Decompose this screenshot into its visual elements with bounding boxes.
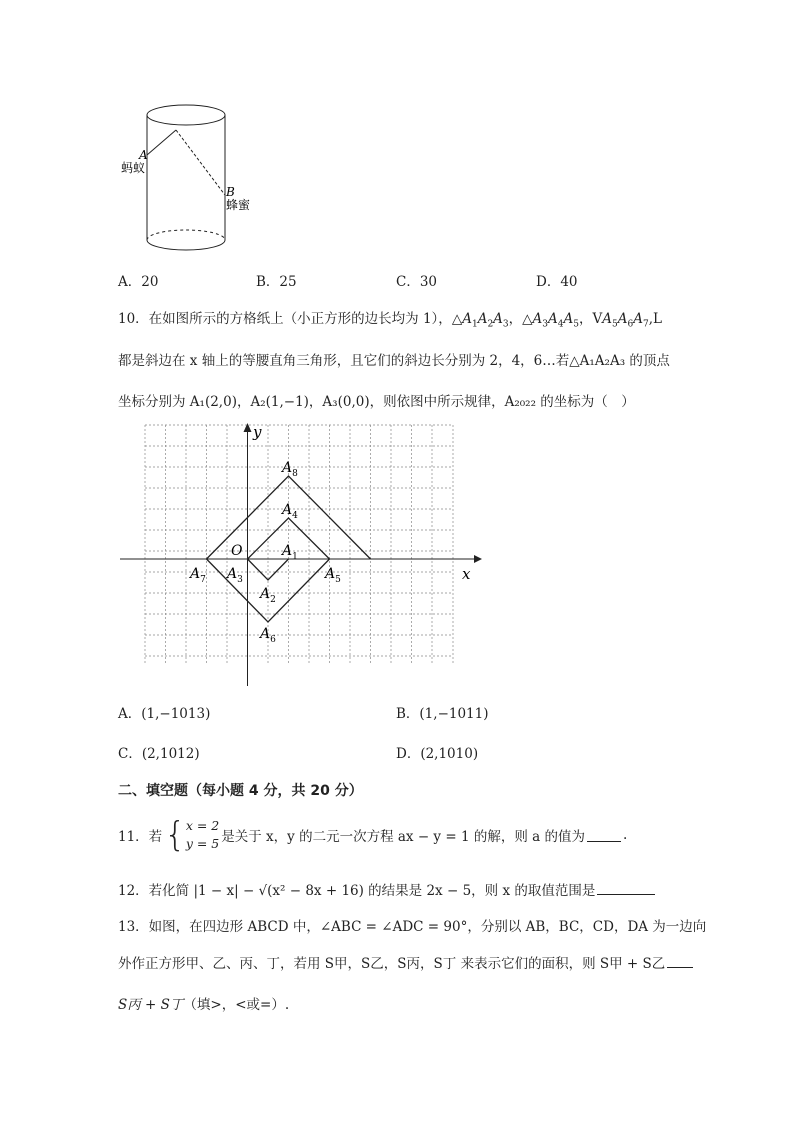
- axis-label-x: x: [462, 565, 471, 583]
- q10-option-c: C．(2,1012): [118, 746, 200, 762]
- label-a5: $A_5$: [325, 566, 341, 585]
- answer-blank: [587, 829, 621, 842]
- axis-label-y: y: [253, 423, 262, 441]
- coordinate-grid-figure: [110, 420, 490, 690]
- q13-line-1: 13．如图，在四边形 ABCD 中，∠ABC = ∠ADC = 90°，分别以 AB，BC，CD，DA 为一边向: [118, 919, 707, 935]
- q10-line-1: 10．在如图所示的方格纸上（小正方形的边长均为 1），$\triangle A_1A_2A_3$，$\triangle A_3A_4A_5$，$VA_5A_6A_7,L$: [118, 311, 662, 330]
- label-a4: $A_4$: [282, 502, 298, 521]
- q11: 11．若 { x = 2 y = 5 是关于 x，y 的二元一次方程 ax − y = 1 的解，则 a 的值为 .: [118, 815, 628, 855]
- q9-option-b: B．25: [256, 274, 297, 290]
- cylinder-figure: [110, 95, 280, 260]
- q9-option-a: A．20: [118, 274, 159, 290]
- q13-line-2: 外作正方形甲、乙、丙、丁，若用 S甲，S乙，S丙，S丁 来表示它们的面积，则 S甲 + S乙: [118, 952, 693, 972]
- q10-option-d: D．(2,1010): [396, 746, 479, 762]
- label-a1: $A_1$: [282, 543, 298, 562]
- q10-line-2: 都是斜边在 x 轴上的等腰直角三角形，且它们的斜边长分别为 2，4，6…若△A₁A₂A₃ 的顶点: [118, 353, 670, 369]
- label-ant: 蚂蚁: [121, 161, 146, 175]
- q13-line-3: S丙 + S丁（填>，<或=）.: [118, 997, 290, 1013]
- label-honey: 蜂蜜: [226, 198, 251, 212]
- origin-label: O: [231, 543, 243, 559]
- label-b: B: [226, 185, 235, 199]
- q10-line-3: 坐标分别为 A₁(2,0)，A₂(1,−1)，A₃(0,0)，则依图中所示规律，A₂₀₂₂ 的坐标为（ ）: [118, 394, 635, 410]
- label-a3: $A_3$: [227, 566, 243, 585]
- q9-option-d: D．40: [536, 274, 578, 290]
- answer-blank: [597, 882, 655, 895]
- section-heading: 二、填空题（每小题 4 分，共 20 分）: [118, 783, 363, 799]
- label-a8: $A_8$: [282, 460, 298, 479]
- q10-option-a: A．(1,−1013): [118, 706, 211, 722]
- q10-option-b: B．(1,−1011): [396, 706, 489, 722]
- q9-option-c: C．30: [396, 274, 438, 290]
- answer-blank: [667, 955, 693, 968]
- equation-system: { x = 2 y = 5: [164, 815, 220, 855]
- label-a: A: [139, 148, 148, 162]
- label-a2: $A_2$: [260, 586, 276, 605]
- label-a6: $A_6$: [260, 626, 276, 645]
- q12: 12．若化简 |1 − x| − √(x² − 8x + 16) 的结果是 2x − 5，则 x 的取值范围是: [118, 879, 655, 899]
- label-a7: $A_7$: [190, 566, 206, 585]
